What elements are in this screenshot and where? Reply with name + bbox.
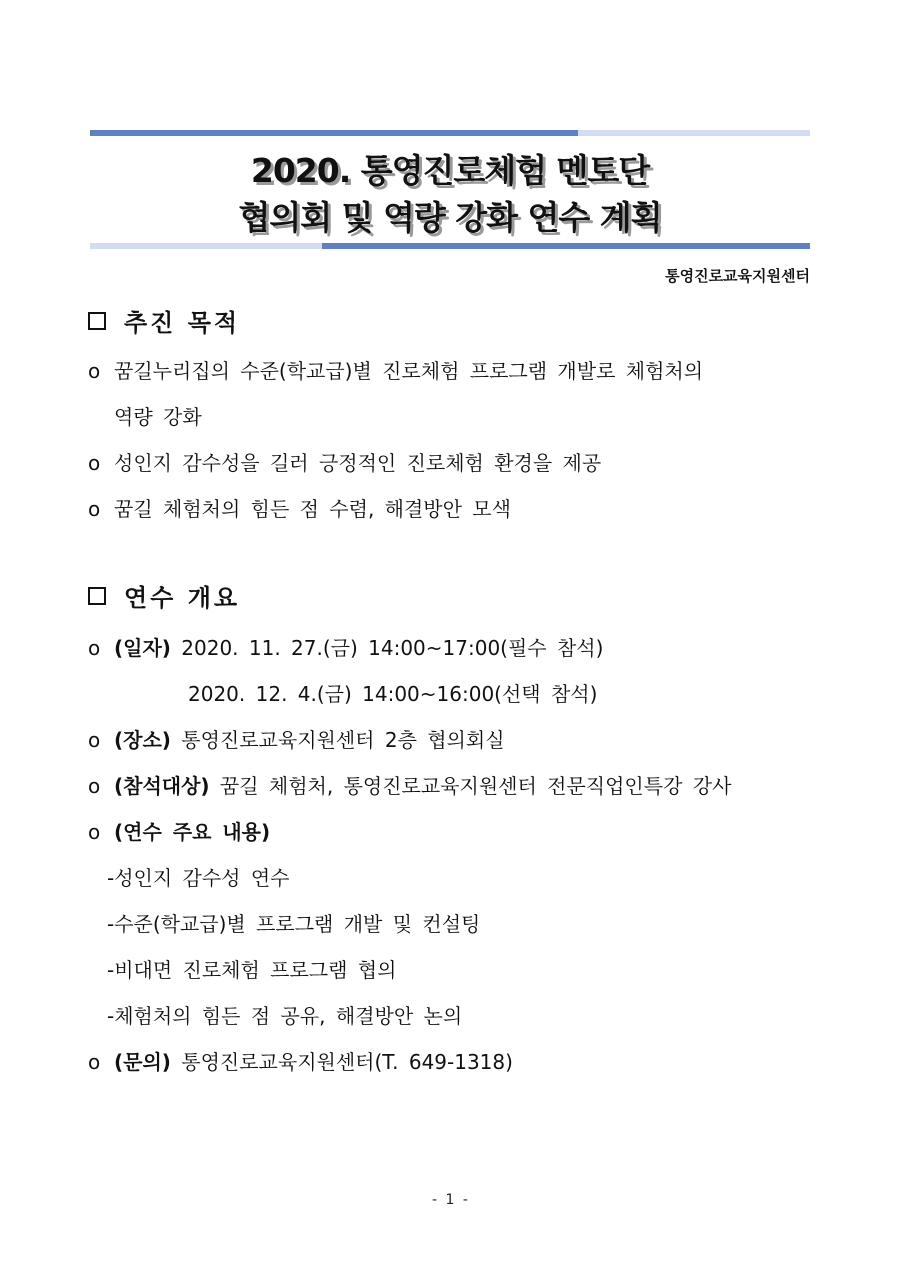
date-row xyxy=(88,632,603,661)
bullet: o xyxy=(88,820,101,844)
date-value-2: 2020. 12. 4.(금) 14:00~16:00(선택 참석) xyxy=(188,682,598,706)
section-heading-text: 추진 목적 xyxy=(124,309,241,337)
purpose-item-3 xyxy=(88,493,511,522)
section-heading-purpose xyxy=(88,303,240,338)
contents-item: -성인지 감수성 연수 xyxy=(107,866,290,890)
section-heading-text: 연수 개요 xyxy=(124,584,241,612)
page-number: - 1 - xyxy=(432,1192,468,1208)
inquiry-value: 통영진로교육지원센터(T. 649-1318) xyxy=(181,1050,513,1074)
contents-item: -수준(학교급)별 프로그램 개발 및 컨설팅 xyxy=(107,912,481,936)
date-label: (일자) xyxy=(114,636,171,660)
purpose-item-2 xyxy=(88,447,601,476)
contents-row xyxy=(88,816,270,845)
title-top-rule xyxy=(90,130,810,136)
purpose-item-1 xyxy=(88,355,703,384)
document-title-line-1: 2020. 통영진로체험 멘토단 xyxy=(250,151,650,190)
checkbox-square-icon xyxy=(88,312,106,330)
rule-dark-segment xyxy=(322,243,810,249)
contents-item: -비대면 진로체험 프로그램 협의 xyxy=(107,958,397,982)
contents-item: -체험처의 힘든 점 공유, 해결방안 논의 xyxy=(107,1004,463,1028)
purpose-item-1-continuation: 역량 강화 xyxy=(114,405,202,429)
rule-light-segment xyxy=(578,130,810,136)
inquiry-label: (문의) xyxy=(114,1050,171,1074)
bullet: o xyxy=(88,636,101,660)
organization-name: 통영진로교육지원센터 xyxy=(665,267,810,285)
date-value-1: 2020. 11. 27.(금) 14:00~17:00(필수 참석) xyxy=(181,636,604,660)
attendees-label: (참석대상) xyxy=(114,774,210,798)
checkbox-square-icon xyxy=(88,587,106,605)
rule-light-segment xyxy=(90,243,322,249)
purpose-item-text: 성인지 감수성을 길러 긍정적인 진로체험 환경을 제공 xyxy=(114,451,602,475)
purpose-item-text: 꿈길 체험처의 힘든 점 수렴, 해결방안 모색 xyxy=(114,497,511,521)
bullet: o xyxy=(88,728,101,752)
bullet: o xyxy=(88,1050,101,1074)
inquiry-row xyxy=(88,1046,513,1075)
bullet: o xyxy=(88,359,101,383)
bullet: o xyxy=(88,774,101,798)
attendees-row xyxy=(88,770,731,799)
document-title-line-2: 협의회 및 역량 강화 연수 계획 xyxy=(238,198,662,237)
bullet: o xyxy=(88,451,101,475)
title-bottom-rule xyxy=(90,243,810,249)
place-value: 통영진로교육지원센터 2층 협의회실 xyxy=(181,728,505,752)
place-row xyxy=(88,724,505,753)
bullet: o xyxy=(88,497,101,521)
attendees-value: 꿈길 체험처, 통영진로교육지원센터 전문직업인특강 강사 xyxy=(219,774,732,798)
purpose-item-text: 꿈길누리집의 수준(학교급)별 진로체험 프로그램 개발로 체험처의 xyxy=(114,359,704,383)
rule-dark-segment xyxy=(90,130,578,136)
section-heading-overview xyxy=(88,578,240,613)
place-label: (장소) xyxy=(114,728,171,752)
contents-label: (연수 주요 내용) xyxy=(114,820,271,844)
